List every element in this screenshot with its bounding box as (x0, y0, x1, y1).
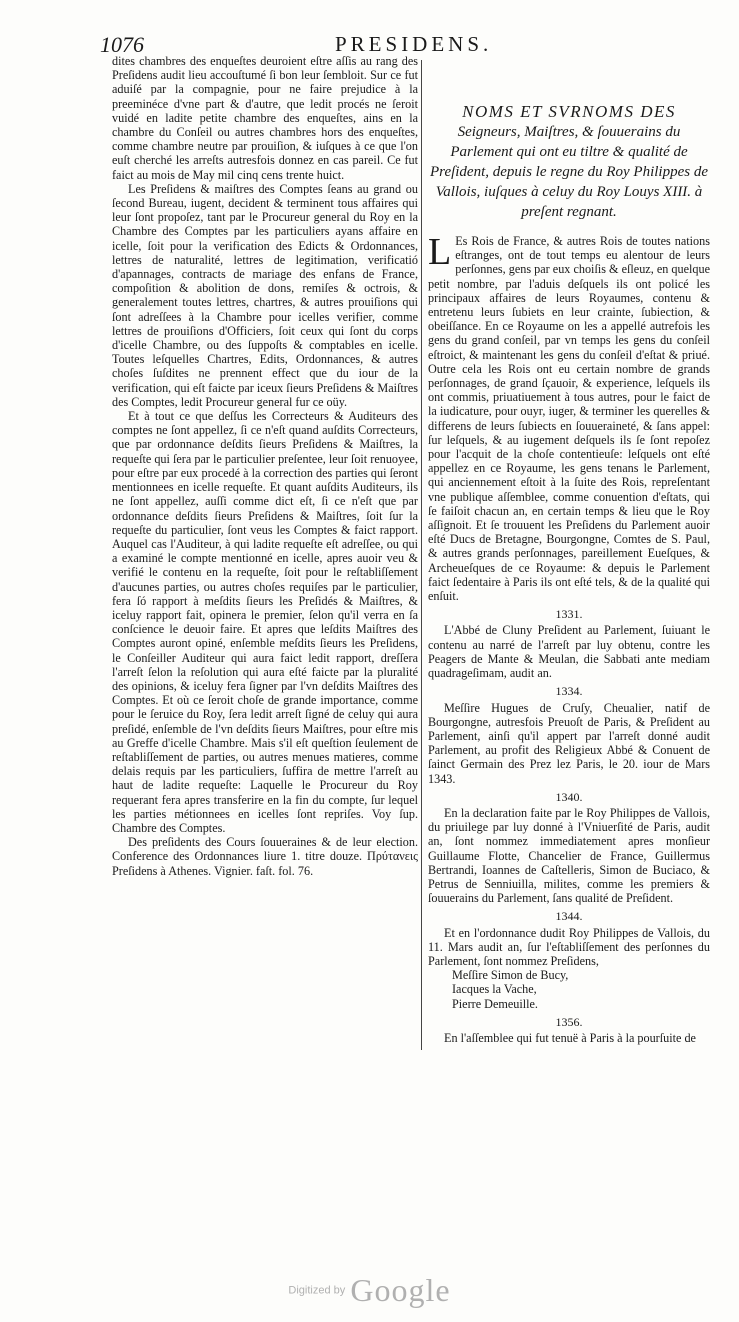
year-heading: 1331. (555, 607, 583, 622)
section-heading-caps: NOMS ET SVRNOMS DES (462, 102, 676, 121)
left-paragraph-1: dites chambres des enqueſtes deuroient eſtre aſſis au rang des Preſidens audit lieu accouſtumé ſi bon leur ſembloit. Sur ce fut aduiſé par la compagnie, pour ne faire prejudice à la preeminéce d'vne part & d'autre, que ledit procés ne ſeroit vuidé en ladite petite chambre des enqueſtes, ains en la chambre du Conſeil ou autres chambres hors des enqueſtes, comme chambre neutre par prouiſion, & iuſques à ce que l'on euſt cherché les arreſts autresfois donnez en cas pareil. Ce fut faict au mois de May mil cinq cens trente huict. (112, 54, 418, 182)
president-name: Meſſire Simon de Bucy, (452, 968, 569, 983)
entry-text: Et en l'ordonnance dudit Roy Philippes de Vallois, du 11. Mars audit an, ſur l'eſtabliſſement des perſonnes du Parlement, ſont nommez Preſidens, (428, 925, 710, 968)
left-paragraph-2: Les Preſidens & maiſtres des Comptes ſeans au grand ou ſecond Bureau, iugent, decident & terminent tous affaires qui leur ſont propoſez, tant par le Procureur general du Roy en la Chambre des Comptes par les particuliers ayans affaire en icelle, ſoit pour la verification des Edicts & Ordonnances, lettres de naturalité, lettres de legitimation, verificatió d'apannages, contracts de mariage des enfans de France, compoſition & abolition de dons, remiſes & octrois, & generalement toutes lettres, chartres, & autres prouiſions qui ſont adreſſees à la Chambre pour icelles verifier, comme lettres de prouiſions d'Officiers, ſoit ceux qui ſont du corps d'icelle Chambre, ou des ſuppoſts & comptables en icelle. Toutes leſquelles Chartres, Edits, Ordonnances, & autres choſes ſuſdites ne prennent effect que du iour de la verification, qui eſt faicte par iceux ſieurs Preſidens & Maiſtres des Comptes, ledit Procureur general fur ce oüy. (112, 181, 418, 409)
entry-text: En l'aſſemblee qui fut tenuë à Paris à la pourſuite de (444, 1030, 696, 1045)
running-head: PRESIDENS. (335, 32, 493, 56)
entry-text: En la declaration faite par le Roy Philippes de Vallois, du priuilege par luy donné à l'Vniuerſité de Paris, audit an, ſont nommez immediatement apres monſieur Guillaume Flotte, Chancelier de France, Guillermus Bertrandi, Ioannes de Caſtelleris, Simon de Buciaco, & Petrus de Senniuilla, milites, comme les premiers & ſouuerains du Parlement, ſans qualité de Preſident. (428, 805, 710, 906)
section-heading (428, 102, 710, 222)
year-heading: 1340. (555, 789, 583, 804)
intro-text: Es Rois de France, & autres Rois de toutes nations eſtranges, ont de tout temps eu alentour de leurs perſonnes, gens par eux choiſis & eſleuz, en quelque petit nombre, par l'aduis deſquels ils ont policé les principaux affaires de leurs Royaumes, contenu & entretenu leurs ſubiets en leur crainte, ſubiection, & obeiſſance. En ce Royaume on les a appellé autrefois les gens du grand conſeil, par vn temps les gens du conſeil eſtroict, & maintenant les gens du conſeil d'eſtat & priué. Outre cela les Rois ont eu certain nombre de grands perſonnages, de grand ſçauoir, & experience, leſquels ils ont commis, priuatiuement à tous autres, pour le faict de la iudicature, pour ouyr, iuger, & terminer les querelles & differens de leurs ſubiects en ſouueraineté, & ſans appel: ſur leſquels, & au iugement deſquels ils ſe ſont repoſez pour l'acquit de la choſe contentieuſe: leſquels ont eſté appellez en ce Royaume, les gens tenans le Parlement, qui anciennement eſtoit à la ſuite des Rois, repreſentant vne publique aſſemblee, comme conuention d'eſtats, qui ſe faiſoit chacun an, en certain temps & lieu que le Roy aſſignoit. Et ſe trouuent les Preſidens du Parlement auoir eſté Ducs de Bretagne, Bourgongne, Comtes de S. Paul, & autres grands perſonnages, pareillement Eueſques, & Archeueſques de ce Royaume: & depuis le Parlement faict ſedentaire à Paris ils ont eſté tels, & de la qualité qui enſuit. (428, 234, 710, 604)
president-name-list (452, 968, 710, 1011)
watermark-prefix: Digitized by (288, 1284, 346, 1297)
left-paragraph-3: Et à tout ce que deſſus les Correcteurs & Auditeurs des comptes ne ſont appellez, ſi ce n'eſt quand auſdits Correcteurs, que par ordonnance deſdits ſieurs Preſidens & Maiſtres, la requeſte qui ſera par le particulier preſentee, leur ſoit renuoyee, pour eſtre par eux procedé à la correction des parties qui ſeront mentionnees en icelle requeſte. Et quant auſdits Auditeurs, ils ne ſont appellez, auſſi comme dict eſt, ſi ce n'eſt que par ordonnance deſdits ſieurs Preſidens & Maiſtres, ſoit ſur la requeſte du particulier, ſont veus les Comptes & faict rapport. Auquel cas l'Auditeur, à qui ladite requeſte eſt adreſſee, ou qui a examiné le compte mentionné en icelle, apres auoir veu & verifié le contenu en la requeſte, ſoit pour le reſtabliſſement d'aucunes parties, ou autres choſes requiſes par le particulier, fera ſó rapport à meſdits ſieurs les Preſidés & Maiſtres, & iceluy rapport fait, opinera le premier, ſelon qu'il verra en ſa conſcience le deuoir faire. Et apres que leſdits Maiſtres des Comptes auront opiné, enſemble meſdits ſieurs les Preſidens, le Conſeiller Auditeur qui aura faict ledit rapport, dreſſera l'arreſt ſelon la reſolution qui aura eſté faicte par la pluralité des opinions, & iceluy fera ſigner par l'vn deſdits Maiſtres des Comptes. Et où ce ſeroit choſe de grande importance, comme pour le ſeruice du Roy, ſera ledit arreſt ſigné de celuy qui aura preſidé, enſemble de l'vn deſdits ſieurs Maiſtres, pour eſtre mis au Greffe d'icelle Chambre. Mais s'il eſt queſtion ſeulement de reſtabliſſement de parties, ou autres menues matieres, comme delais requis par les particuliers, ſuffira de mettre l'arreſt au haut de ladite requeſte: Laquelle le Procureur du Roy requerant fera apres transferire en la fin du compte, ſur lequel les parties métionnees en icelles ſont repriſes. Voy ſup. Chambre des Comptes. (112, 409, 418, 835)
president-name: Pierre Demeuille. (452, 996, 538, 1011)
section-heading-text: Seigneurs, Maiſtres, & ſouuerains du Parlement qui ont eu tiltre & qualité de Preſident, depuis le regne du Roy Philippes de Vallois, iuſques à celuy du Roy Louys XIII. à preſent regnant. (430, 124, 708, 220)
column-divider (421, 60, 422, 1050)
right-column (428, 102, 710, 1045)
left-column (112, 54, 418, 878)
year-heading: 1334. (555, 684, 583, 699)
left-paragraph-4: Des preſidents des Cours ſouueraines & de leur election. Conference des Ordonnances liure 1. titre douze. Πρύτανεις Preſidens à Athenes. Vignier. faſt. fol. 76. (112, 835, 418, 878)
digitized-watermark (0, 1272, 739, 1309)
year-heading: 1356. (555, 1014, 583, 1029)
entry-text: Meſſire Hugues de Cruſy, Cheualier, natif de Bourgongne, autresfois Preuoſt de Paris, & Preſident au Parlement, ainſi qu'il appert par l'arreſt donné audit Parlement, au profit des Religieux Abbé & Conuent de ſainct Germain des Prez lez Paris, le 20. iour de Mars 1343. (428, 700, 710, 786)
entry-text: L'Abbé de Cluny Preſident au Parlement, ſuiuant le contenu au narré de l'arreſt par luy obtenu, contre les Peagers de Mante & Meulan, die Sabbati ante mediam quadrageſimam, audit an. (428, 623, 710, 681)
drop-cap: L (428, 231, 452, 273)
year-heading: 1344. (555, 909, 583, 924)
google-logo: Google (350, 1272, 451, 1308)
page-number: 1076 (100, 32, 144, 57)
president-name: Iacques la Vache, (452, 982, 537, 997)
intro-paragraph (428, 231, 710, 604)
